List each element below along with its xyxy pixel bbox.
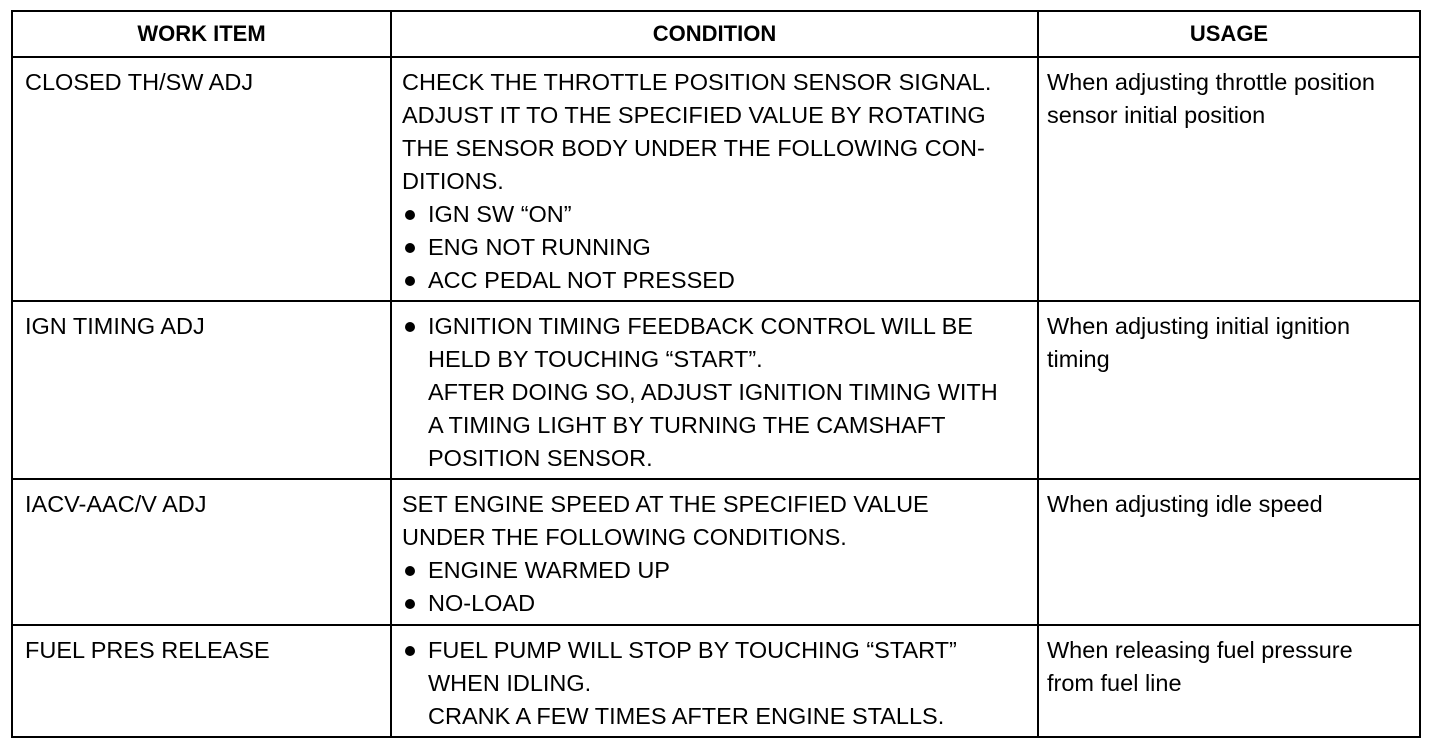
- bullet-text: IGN SW “ON”: [428, 201, 572, 227]
- usage-line: When adjusting initial ignition: [1047, 313, 1351, 339]
- bullet-icon: [405, 276, 415, 286]
- condition-bullet-item: [402, 198, 1029, 231]
- condition-cell: [391, 625, 1038, 737]
- bullet-text: ACC PEDAL NOT PRESSED: [428, 267, 735, 293]
- condition-cell: [391, 301, 1038, 479]
- usage-line: timing: [1047, 346, 1110, 372]
- bullet-text: IGNITION TIMING FEEDBACK CONTROL WILL BE: [428, 313, 973, 339]
- table-header-row: [12, 11, 1420, 57]
- condition-line: CRANK A FEW TIMES AFTER ENGINE STALLS.: [428, 703, 945, 729]
- usage-line: sensor initial position: [1047, 102, 1266, 128]
- bullet-icon: [405, 599, 415, 609]
- usage-line: When adjusting throttle position: [1047, 69, 1375, 95]
- condition-bullet-item: [402, 264, 1029, 297]
- bullet-icon: [405, 566, 415, 576]
- condition-line: ADJUST IT TO THE SPECIFIED VALUE BY ROTATING: [402, 102, 986, 128]
- usage-cell: [1038, 57, 1420, 301]
- work-item-text: IGN TIMING ADJ: [25, 313, 205, 339]
- usage-line: When adjusting idle speed: [1047, 491, 1323, 517]
- bullet-icon: [405, 243, 415, 253]
- header-condition: CONDITION: [391, 11, 1038, 57]
- condition-bullet-item: [402, 310, 1029, 343]
- condition-line: THE SENSOR BODY UNDER THE FOLLOWING CON-: [402, 135, 985, 161]
- condition-line: DITIONS.: [402, 168, 504, 194]
- bullet-text: ENGINE WARMED UP: [428, 557, 670, 583]
- header-work-item: WORK ITEM: [12, 11, 391, 57]
- table-row: [12, 625, 1420, 737]
- table-row: [12, 479, 1420, 625]
- condition-line: HELD BY TOUCHING “START”.: [428, 346, 763, 372]
- condition-line: POSITION SENSOR.: [428, 445, 653, 471]
- condition-bullet-item: [402, 634, 1029, 667]
- condition-line: SET ENGINE SPEED AT THE SPECIFIED VALUE: [402, 491, 929, 517]
- work-item-cell: [12, 301, 391, 479]
- condition-line: UNDER THE FOLLOWING CONDITIONS.: [402, 524, 847, 550]
- work-item-cell: [12, 625, 391, 737]
- work-item-text: FUEL PRES RELEASE: [25, 637, 270, 663]
- header-usage: USAGE: [1038, 11, 1420, 57]
- usage-line: from fuel line: [1047, 670, 1182, 696]
- usage-cell: [1038, 301, 1420, 479]
- work-item-cell: [12, 479, 391, 625]
- condition-line: AFTER DOING SO, ADJUST IGNITION TIMING WITH: [428, 379, 998, 405]
- condition-cell: [391, 479, 1038, 625]
- document-page: [11, 10, 1419, 740]
- bullet-icon: [405, 646, 415, 656]
- condition-bullet-item: [402, 231, 1029, 264]
- usage-cell: [1038, 479, 1420, 625]
- usage-line: When releasing fuel pressure: [1047, 637, 1353, 663]
- bullet-icon: [405, 210, 415, 220]
- work-item-cell: [12, 57, 391, 301]
- condition-line: WHEN IDLING.: [428, 670, 592, 696]
- condition-cell: [391, 57, 1038, 301]
- bullet-icon: [405, 322, 415, 332]
- work-item-text: IACV-AAC/V ADJ: [25, 491, 207, 517]
- usage-cell: [1038, 625, 1420, 737]
- bullet-text: FUEL PUMP WILL STOP BY TOUCHING “START”: [428, 637, 957, 663]
- bullet-text: NO-LOAD: [428, 590, 536, 616]
- table-row: [12, 301, 1420, 479]
- condition-line: CHECK THE THROTTLE POSITION SENSOR SIGNAL.: [402, 69, 992, 95]
- work-item-text: CLOSED TH/SW ADJ: [25, 69, 254, 95]
- condition-bullet-item: [402, 587, 1029, 620]
- bullet-text: ENG NOT RUNNING: [428, 234, 651, 260]
- work-support-table: [11, 10, 1421, 738]
- condition-bullet-item: [402, 554, 1029, 587]
- table-row: [12, 57, 1420, 301]
- condition-line: A TIMING LIGHT BY TURNING THE CAMSHAFT: [428, 412, 946, 438]
